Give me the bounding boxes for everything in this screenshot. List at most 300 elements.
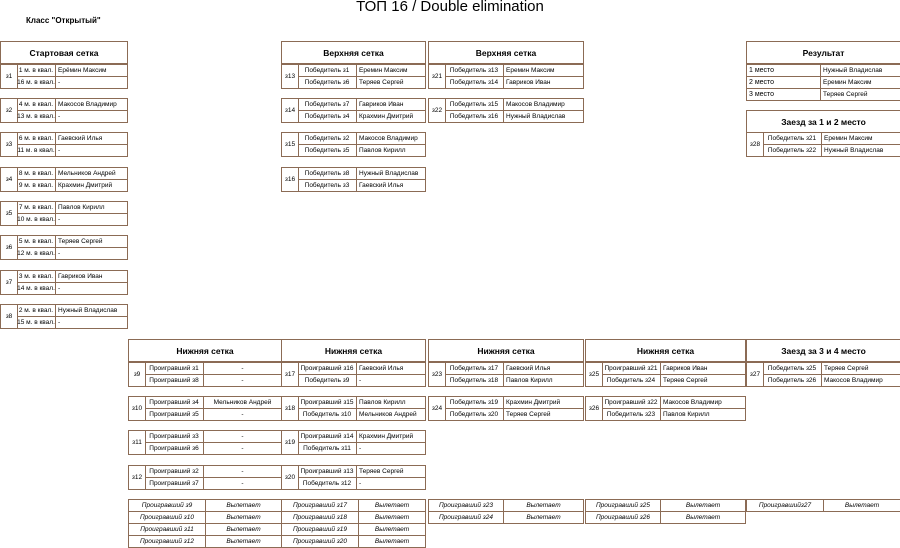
lower-grid-panel-3 [428, 339, 584, 363]
eliminated-status: Вылетает [374, 514, 410, 521]
slot-label: Победитель з3 [298, 180, 357, 191]
match-id: з9 [129, 363, 146, 386]
match-box [281, 465, 426, 490]
match-id: з14 [282, 99, 299, 122]
final34-panel [746, 339, 900, 363]
result-name: Нужный Владислав [823, 67, 883, 74]
result-panel [746, 41, 900, 65]
participant-name: Мельников Андрей [213, 399, 272, 406]
eliminated-status: Вылетает [374, 538, 410, 545]
slot-label: 11 м. в квал. [17, 147, 55, 154]
participant-name: - [241, 445, 244, 452]
match-row [445, 375, 583, 386]
match-row [298, 443, 425, 454]
participant-name: Гавриков Иван [506, 79, 551, 86]
slot-label: Проигравший з22 [602, 397, 661, 408]
match-id: з15 [282, 133, 299, 156]
match-id: з1 [1, 65, 18, 88]
result-table [746, 64, 900, 101]
eliminated-status: Вылетает [226, 538, 261, 545]
slot-label: 10 м. в квал. [17, 216, 55, 223]
match-box [0, 235, 128, 260]
participant-name: - [58, 79, 61, 86]
eliminated-slot: Проигравшийз27 [747, 500, 824, 511]
eliminated-slot: Проигравший з12 [129, 536, 206, 547]
slot-label: Победитель з19 [445, 397, 504, 408]
match-row [602, 375, 745, 386]
participant-name: Теряев Сергей [359, 79, 404, 86]
result-place: 2 место [747, 77, 821, 88]
match-row [145, 409, 281, 420]
eliminated-list [585, 499, 746, 524]
slot-label: Победитель з25 [763, 363, 822, 374]
participant-name: Гавриков Иван [663, 365, 708, 372]
match-row [763, 145, 900, 156]
slot-label: Победитель з12 [298, 478, 357, 489]
match-row [17, 180, 127, 191]
slot-label: Победитель з23 [602, 409, 661, 420]
lower-grid-header-4: Нижняя сетка [586, 340, 745, 362]
participant-name: Гавриков Иван [58, 273, 103, 280]
match-id: з19 [282, 431, 299, 454]
match-box [281, 167, 426, 192]
lower-grid-panel-1 [128, 339, 282, 363]
eliminated-status: Вылетает [526, 502, 561, 509]
start-grid-header: Стартовая сетка [1, 42, 127, 64]
slot-label: Победитель з9 [298, 375, 357, 386]
eliminated-list [281, 499, 426, 548]
participant-name: Макосов Владимир [58, 101, 117, 108]
eliminated-row [429, 500, 583, 511]
eliminated-list [128, 499, 282, 548]
match-id: з3 [1, 133, 18, 156]
slot-label: Победитель з17 [445, 363, 504, 374]
participant-name: Гаевский Илья [359, 365, 404, 372]
participant-name: - [359, 480, 362, 487]
slot-label: Победитель з24 [602, 375, 661, 386]
match-row [17, 111, 127, 122]
lower-grid-header-2: Нижняя сетка [282, 340, 425, 362]
match-row [602, 363, 745, 375]
slot-label: Победитель з13 [445, 65, 504, 76]
match-id: з12 [129, 466, 146, 489]
slot-label: Победитель з8 [298, 168, 357, 179]
participant-name: Макосов Владимир [663, 399, 722, 406]
slot-label: 2 м. в квал. [17, 305, 56, 316]
match-row [445, 99, 583, 111]
match-row [145, 478, 281, 489]
final34-header: Заезд за 3 и 4 место [747, 340, 900, 362]
match-id: з24 [429, 397, 446, 420]
slot-label: 6 м. в квал. [17, 133, 56, 144]
match-id: з6 [1, 236, 18, 259]
eliminated-row [129, 535, 281, 547]
lower-grid-panel-4 [585, 339, 746, 363]
slot-label: 14 м. в квал. [17, 285, 55, 292]
slot-label: Проигравший з16 [298, 363, 357, 374]
slot-label: Проигравший з14 [298, 431, 357, 442]
slot-label: Проигравший з13 [298, 466, 357, 477]
match-row [298, 168, 425, 180]
match-row [17, 214, 127, 225]
result-header: Результат [747, 42, 900, 64]
match-id: з18 [282, 397, 299, 420]
match-row [145, 375, 281, 386]
match-row [17, 99, 127, 111]
eliminated-list [428, 499, 584, 524]
match-id: з22 [429, 99, 446, 122]
result-row [747, 65, 900, 77]
participant-name: Макосов Владимир [506, 101, 565, 108]
slot-label: Проигравший з1 [145, 363, 204, 374]
eliminated-slot: Проигравший з23 [429, 500, 504, 511]
eliminated-slot: Проигравший з17 [282, 500, 359, 511]
participant-name: - [58, 147, 61, 154]
slot-label: Победитель з21 [763, 133, 822, 144]
slot-label: Победитель з6 [298, 77, 357, 88]
class-label: Класс "Открытый" [26, 16, 101, 25]
match-row [298, 431, 425, 443]
match-id: з2 [1, 99, 18, 122]
participant-name: Гаевский Илья [359, 182, 404, 189]
participant-name: - [58, 250, 61, 257]
match-box [746, 362, 900, 387]
eliminated-status: Вылетает [374, 526, 410, 533]
slot-label: 3 м. в квал. [17, 271, 56, 282]
participant-name: Еремин Максим [824, 135, 873, 142]
match-row [602, 409, 745, 420]
slot-label: Победитель з4 [298, 111, 357, 122]
match-row [145, 431, 281, 443]
match-row [298, 133, 425, 145]
participant-name: Крахмин Дмитрий [359, 113, 414, 120]
match-id: з17 [282, 363, 299, 386]
participant-name: Нужный Владислав [58, 307, 118, 314]
slot-label: 1 м. в квал. [17, 65, 56, 76]
match-row [298, 180, 425, 191]
match-row [17, 65, 127, 77]
match-box [428, 98, 584, 123]
match-row [763, 133, 900, 145]
eliminated-status: Вылетает [374, 502, 410, 509]
slot-label: 16 м. в квал. [17, 79, 55, 86]
participant-name: Теряев Сергей [824, 365, 869, 372]
match-id: з11 [129, 431, 146, 454]
match-row [145, 397, 281, 409]
slot-label: Проигравший з21 [602, 363, 661, 374]
match-box [281, 132, 426, 157]
eliminated-status: Вылетает [226, 514, 261, 521]
eliminated-list [746, 499, 900, 512]
slot-label: Победитель з22 [763, 145, 822, 156]
match-row [445, 65, 583, 77]
match-id: з23 [429, 363, 446, 386]
participant-name: Павлов Кирилл [506, 377, 553, 384]
match-id: з20 [282, 466, 299, 489]
match-box [0, 64, 128, 89]
match-box [428, 396, 584, 421]
match-row [298, 65, 425, 77]
eliminated-slot: Проигравший з9 [129, 500, 206, 511]
match-box [281, 396, 426, 421]
final12-header: Заезд за 1 и 2 место [747, 111, 900, 133]
eliminated-row [129, 523, 281, 535]
match-row [17, 248, 127, 259]
match-row [445, 77, 583, 88]
eliminated-status: Вылетает [226, 526, 261, 533]
participant-name: Гавриков Иван [359, 101, 404, 108]
match-row [298, 145, 425, 156]
match-id: з4 [1, 168, 18, 191]
participant-name: Теряев Сергей [506, 411, 551, 418]
upper-grid-panel-1 [281, 41, 426, 65]
match-id: з13 [282, 65, 299, 88]
match-box [585, 396, 746, 421]
start-grid-panel [0, 41, 128, 65]
eliminated-row [586, 500, 745, 511]
match-row [17, 236, 127, 248]
slot-label: 4 м. в квал. [17, 99, 56, 110]
match-box [281, 430, 426, 455]
match-row [445, 363, 583, 375]
match-row [298, 363, 425, 375]
eliminated-row [282, 511, 425, 523]
match-row [298, 99, 425, 111]
participant-name: Теряев Сергей [359, 468, 404, 475]
match-box [428, 64, 584, 89]
match-box [0, 167, 128, 192]
participant-name: Макосов Владимир [824, 377, 883, 384]
eliminated-slot: Проигравший з19 [282, 524, 359, 535]
match-row [445, 111, 583, 122]
lower-grid-panel-2 [281, 339, 426, 363]
slot-label: Победитель з11 [298, 443, 357, 454]
participant-name: - [241, 433, 244, 440]
participant-name: - [58, 285, 61, 292]
page-title: ТОП 16 / Double elimination [356, 0, 544, 15]
match-box [128, 465, 282, 490]
match-row [17, 283, 127, 294]
match-id: з21 [429, 65, 446, 88]
participant-name: - [241, 468, 244, 475]
match-box [128, 362, 282, 387]
participant-name: - [58, 113, 61, 120]
eliminated-slot: Проигравший з24 [429, 512, 504, 523]
slot-label: Победитель з18 [445, 375, 504, 386]
eliminated-slot: Проигравший з18 [282, 512, 359, 523]
participant-name: Гаевский Илья [506, 365, 551, 372]
participant-name: Крахмин Дмитрий [359, 433, 414, 440]
participant-name: Павлов Кирилл [359, 399, 406, 406]
match-box [746, 132, 900, 157]
match-id: з27 [747, 363, 764, 386]
result-place: 3 место [747, 89, 821, 100]
match-row [17, 317, 127, 328]
participant-name: Нужный Владислав [506, 113, 566, 120]
eliminated-row [282, 523, 425, 535]
match-row [602, 397, 745, 409]
participant-name: - [58, 216, 61, 223]
match-box [0, 132, 128, 157]
slot-label: Победитель з1 [298, 65, 357, 76]
slot-label: 13 м. в квал. [17, 113, 55, 120]
match-id: з26 [586, 397, 603, 420]
slot-label: Проигравший з6 [145, 443, 204, 454]
match-row [298, 478, 425, 489]
participant-name: Теряев Сергей [58, 238, 103, 245]
participant-name: Макосов Владимир [359, 135, 418, 142]
match-row [145, 466, 281, 478]
final12-panel [746, 110, 900, 134]
match-id: з5 [1, 202, 18, 225]
slot-label: Победитель з15 [445, 99, 504, 110]
eliminated-row [586, 511, 745, 523]
match-box [0, 304, 128, 329]
eliminated-row [429, 511, 583, 523]
slot-label: 5 м. в квал. [17, 236, 56, 247]
match-row [298, 375, 425, 386]
eliminated-status: Вылетает [526, 514, 561, 521]
match-row [17, 77, 127, 88]
match-row [445, 397, 583, 409]
match-row [17, 305, 127, 317]
match-box [0, 201, 128, 226]
match-row [17, 133, 127, 145]
slot-label: Победитель з26 [763, 375, 822, 386]
participant-name: Крахмин Дмитрий [506, 399, 561, 406]
eliminated-row [129, 500, 281, 511]
eliminated-slot: Проигравший з11 [129, 524, 206, 535]
participant-name: Нужный Владислав [359, 170, 419, 177]
match-id: з8 [1, 305, 18, 328]
match-row [17, 202, 127, 214]
match-id: з16 [282, 168, 299, 191]
match-row [298, 466, 425, 478]
match-box [281, 98, 426, 123]
result-row [747, 77, 900, 89]
eliminated-slot: Проигравший з26 [586, 512, 661, 523]
participant-name: - [359, 445, 362, 452]
participant-name: Нужный Владислав [824, 147, 884, 154]
match-box [128, 396, 282, 421]
participant-name: Павлов Кирилл [663, 411, 710, 418]
slot-label: 12 м. в квал. [17, 250, 55, 257]
participant-name: - [241, 365, 244, 372]
eliminated-row [129, 511, 281, 523]
match-box [128, 430, 282, 455]
participant-name: - [241, 377, 244, 384]
upper-grid-header-1: Верхняя сетка [282, 42, 425, 64]
result-name: Еремин Максим [823, 79, 872, 86]
match-id: з7 [1, 271, 18, 294]
slot-label: Победитель з2 [298, 133, 357, 144]
match-row [145, 443, 281, 454]
slot-label: Проигравший з7 [145, 478, 204, 489]
result-row [747, 89, 900, 100]
match-row [298, 409, 425, 420]
match-row [298, 397, 425, 409]
lower-grid-header-1: Нижняя сетка [129, 340, 281, 362]
match-row [17, 271, 127, 283]
slot-label: Проигравший з2 [145, 466, 204, 477]
eliminated-status: Вылетает [685, 502, 721, 509]
participant-name: Ерёмин Максим [58, 67, 107, 74]
slot-label: Проигравший з5 [145, 409, 204, 420]
match-id: з25 [586, 363, 603, 386]
match-row [763, 363, 900, 375]
eliminated-status: Вылетает [226, 502, 261, 509]
participant-name: - [241, 411, 244, 418]
match-row [298, 111, 425, 122]
slot-label: 9 м. в квал. [17, 180, 56, 191]
slot-label: 15 м. в квал. [17, 319, 55, 326]
match-row [17, 145, 127, 156]
participant-name: Теряев Сергей [663, 377, 708, 384]
match-box [0, 270, 128, 295]
match-id: з10 [129, 397, 146, 420]
participant-name: - [58, 319, 61, 326]
eliminated-slot: Проигравший з10 [129, 512, 206, 523]
slot-label: Победитель з10 [298, 409, 357, 420]
result-name: Теряев Сергей [823, 91, 868, 98]
slot-label: Победитель з5 [298, 145, 357, 156]
slot-label: 8 м. в квал. [17, 168, 56, 179]
slot-label: Проигравший з15 [298, 397, 357, 408]
match-box [0, 98, 128, 123]
participant-name: Гаевский Илья [58, 135, 103, 142]
slot-label: Победитель з16 [445, 111, 504, 122]
match-row [298, 77, 425, 88]
eliminated-status: Вылетает [844, 502, 880, 509]
eliminated-row [282, 535, 425, 547]
match-box [281, 64, 426, 89]
lower-grid-header-3: Нижняя сетка [429, 340, 583, 362]
participant-name: Мельников Андрей [58, 170, 116, 177]
eliminated-row [747, 500, 900, 511]
participant-name: Крахмин Дмитрий [58, 182, 113, 189]
slot-label: Проигравший з4 [145, 397, 204, 408]
participant-name: - [241, 480, 244, 487]
match-id: з28 [747, 133, 764, 156]
upper-grid-header-2: Верхняя сетка [429, 42, 583, 64]
slot-label: Проигравший з8 [145, 375, 204, 386]
match-row [763, 375, 900, 386]
eliminated-slot: Проигравший з25 [586, 500, 661, 511]
match-box [428, 362, 584, 387]
participant-name: - [359, 377, 362, 384]
slot-label: Победитель з7 [298, 99, 357, 110]
match-box [281, 362, 426, 387]
match-box [585, 362, 746, 387]
slot-label: Победитель з14 [445, 77, 504, 88]
eliminated-slot: Проигравший з20 [282, 536, 359, 547]
slot-label: Победитель з20 [445, 409, 504, 420]
result-place: 1 место [747, 65, 821, 76]
match-row [445, 409, 583, 420]
eliminated-status: Вылетает [685, 514, 721, 521]
participant-name: Мельников Андрей [359, 411, 417, 418]
participant-name: Еремин Максим [506, 67, 555, 74]
slot-label: 7 м. в квал. [17, 202, 56, 213]
participant-name: Павлов Кирилл [359, 147, 406, 154]
participant-name: Еремин Максим [359, 67, 408, 74]
match-row [145, 363, 281, 375]
upper-grid-panel-2 [428, 41, 584, 65]
slot-label: Проигравший з3 [145, 431, 204, 442]
participant-name: Павлов Кирилл [58, 204, 105, 211]
eliminated-row [282, 500, 425, 511]
match-row [17, 168, 127, 180]
